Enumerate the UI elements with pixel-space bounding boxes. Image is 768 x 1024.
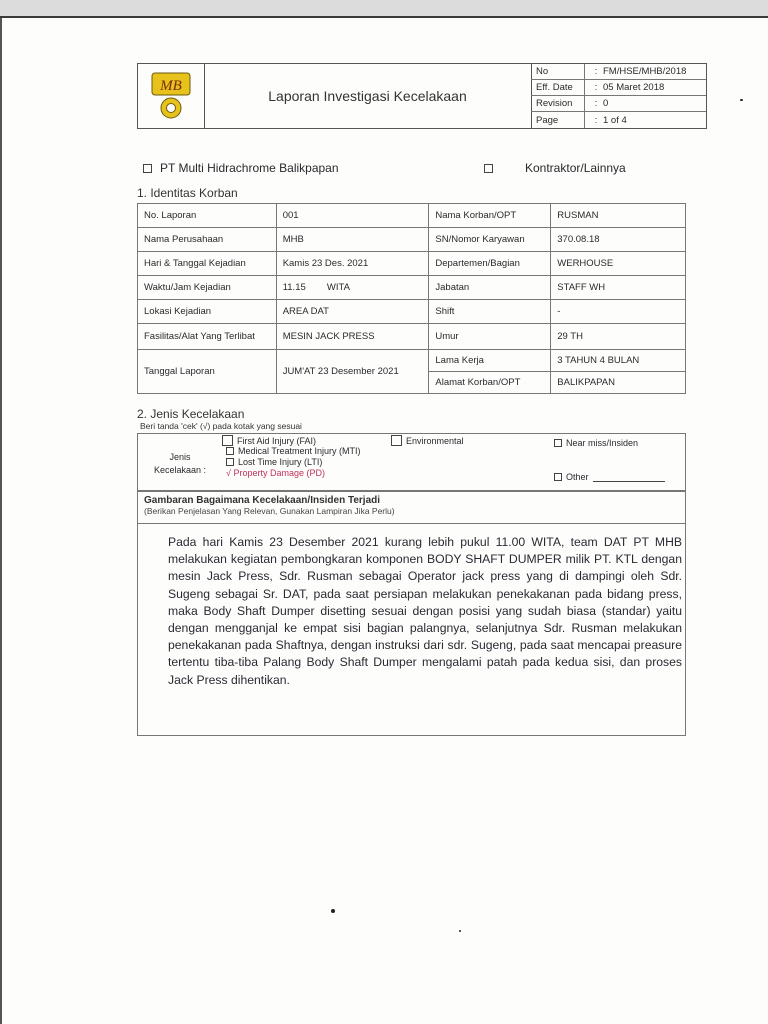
- meta-row-no: No : FM/HSE/MHB/2018: [531, 64, 706, 80]
- checkbox-icon: [222, 435, 233, 446]
- table-row: Alamat Korban/OPT BALIKPAPAN: [138, 372, 686, 394]
- table-row: Nama Perusahaan MHB SN/Nomor Karyawan 370.08.18: [138, 228, 686, 252]
- option-mti: Medical Treatment Injury (MTI): [226, 446, 361, 456]
- table-row: Hari & Tanggal Kejadian Kamis 23 Des. 2021 Departemen/Bagian WERHOUSE: [138, 252, 686, 276]
- meta-row-page: Page : 1 of 4: [531, 112, 706, 128]
- scan-speck: [331, 909, 335, 913]
- checkbox-icon: [226, 447, 234, 455]
- company-option-contractor: Kontraktor/Lainnya: [484, 161, 626, 175]
- incident-description-text: Pada hari Kamis 23 Desember 2021 kurang lebih pukul 11.00 WITA, team DAT PT MHB melakukan kegiatan pembongkaran komponen BODY SHAFT DUMPER milik PT. KTL dengan mesin Jack Press, Sdr. Rusman sebagai Operator jack press yang di dampingi oleh Sdr. Sugeng sebagai Sr. DAT, pada saat persiapan melakukan penekakanan pada bidang press, maka Body Shaft Dumper disetting sesuai dengan posisi yang sudah biasa (standar) yaitu dengan mengganjal ke empat sisi bagian palangnya, selanjutnya Sdr. Rusman melakukan penekakanan pada Shaftnya, dengan instruksi dari sdr. Sugeng, pada saat mencapai preasure tertentu tiba-tiba Palang Body Shaft Dumper mengalami patah pada kedua sisi, dan proses Jack Press dihentikan.: [168, 535, 682, 687]
- table-row: Fasilitas/Alat Yang Terlibat MESIN JACK PRESS Umur 29 TH: [138, 324, 686, 350]
- document-title: Laporan Investigasi Kecelakaan: [204, 64, 532, 128]
- option-near-miss: Near miss/Insiden: [554, 438, 638, 448]
- document-meta: [531, 64, 706, 128]
- scan-edge-top: [0, 16, 768, 18]
- scan-speck: [740, 99, 743, 101]
- table-row: No. Laporan 001 Nama Korban/OPT RUSMAN: [138, 204, 686, 228]
- meta-row-revision: Revision : 0: [531, 96, 706, 112]
- checkbox-icon: [554, 473, 562, 481]
- document-header: [137, 63, 707, 129]
- accident-type-label: Jenis Kecelakaan :: [153, 452, 207, 475]
- checkbox-icon: [554, 439, 562, 447]
- checkbox-icon: [226, 458, 234, 466]
- incident-description-box: [137, 491, 686, 736]
- table-row: Lokasi Kejadian AREA DAT Shift -: [138, 300, 686, 324]
- section-jenis-note: Beri tanda 'cek' (√) pada kotak yang sesuai: [140, 421, 302, 431]
- scan-speck: [459, 930, 461, 932]
- checkbox-icon: [391, 435, 402, 446]
- company-logo: [138, 64, 205, 128]
- checkbox-icon: [143, 164, 152, 173]
- checkbox-icon: [484, 164, 493, 173]
- option-environmental: Environmental: [391, 435, 464, 446]
- option-fai: First Aid Injury (FAI): [222, 435, 316, 446]
- mhb-logo-icon: [138, 64, 204, 128]
- scan-edge-left: [0, 18, 2, 1024]
- company-option-mhb: PT Multi Hidrachrome Balikpapan: [143, 161, 339, 175]
- section-identitas-title: 1. Identitas Korban: [137, 186, 238, 200]
- other-blank-line: [593, 473, 665, 482]
- svg-text:MB: MB: [160, 78, 182, 94]
- option-other: Other: [554, 472, 665, 482]
- table-row: Waktu/Jam Kejadian 11.15 WITA Jabatan STAFF WH: [138, 276, 686, 300]
- identity-table: [137, 203, 686, 394]
- option-lti: Lost Time Injury (LTI): [226, 457, 322, 467]
- table-row: Tanggal Laporan JUM'AT 23 Desember 2021 Lama Kerja 3 TAHUN 4 BULAN: [138, 350, 686, 372]
- option-pd-checked: √ Property Damage (PD): [226, 468, 325, 478]
- accident-type-box: [137, 433, 686, 491]
- section-jenis-title: 2. Jenis Kecelakaan: [137, 407, 245, 421]
- meta-row-eff-date: Eff. Date : 05 Maret 2018: [531, 80, 706, 96]
- incident-description-header: Gambaran Bagaimana Kecelakaan/Insiden Terjadi (Berikan Penjelasan Yang Relevan, Gunakan Lampiran Jika Perlu): [138, 492, 685, 524]
